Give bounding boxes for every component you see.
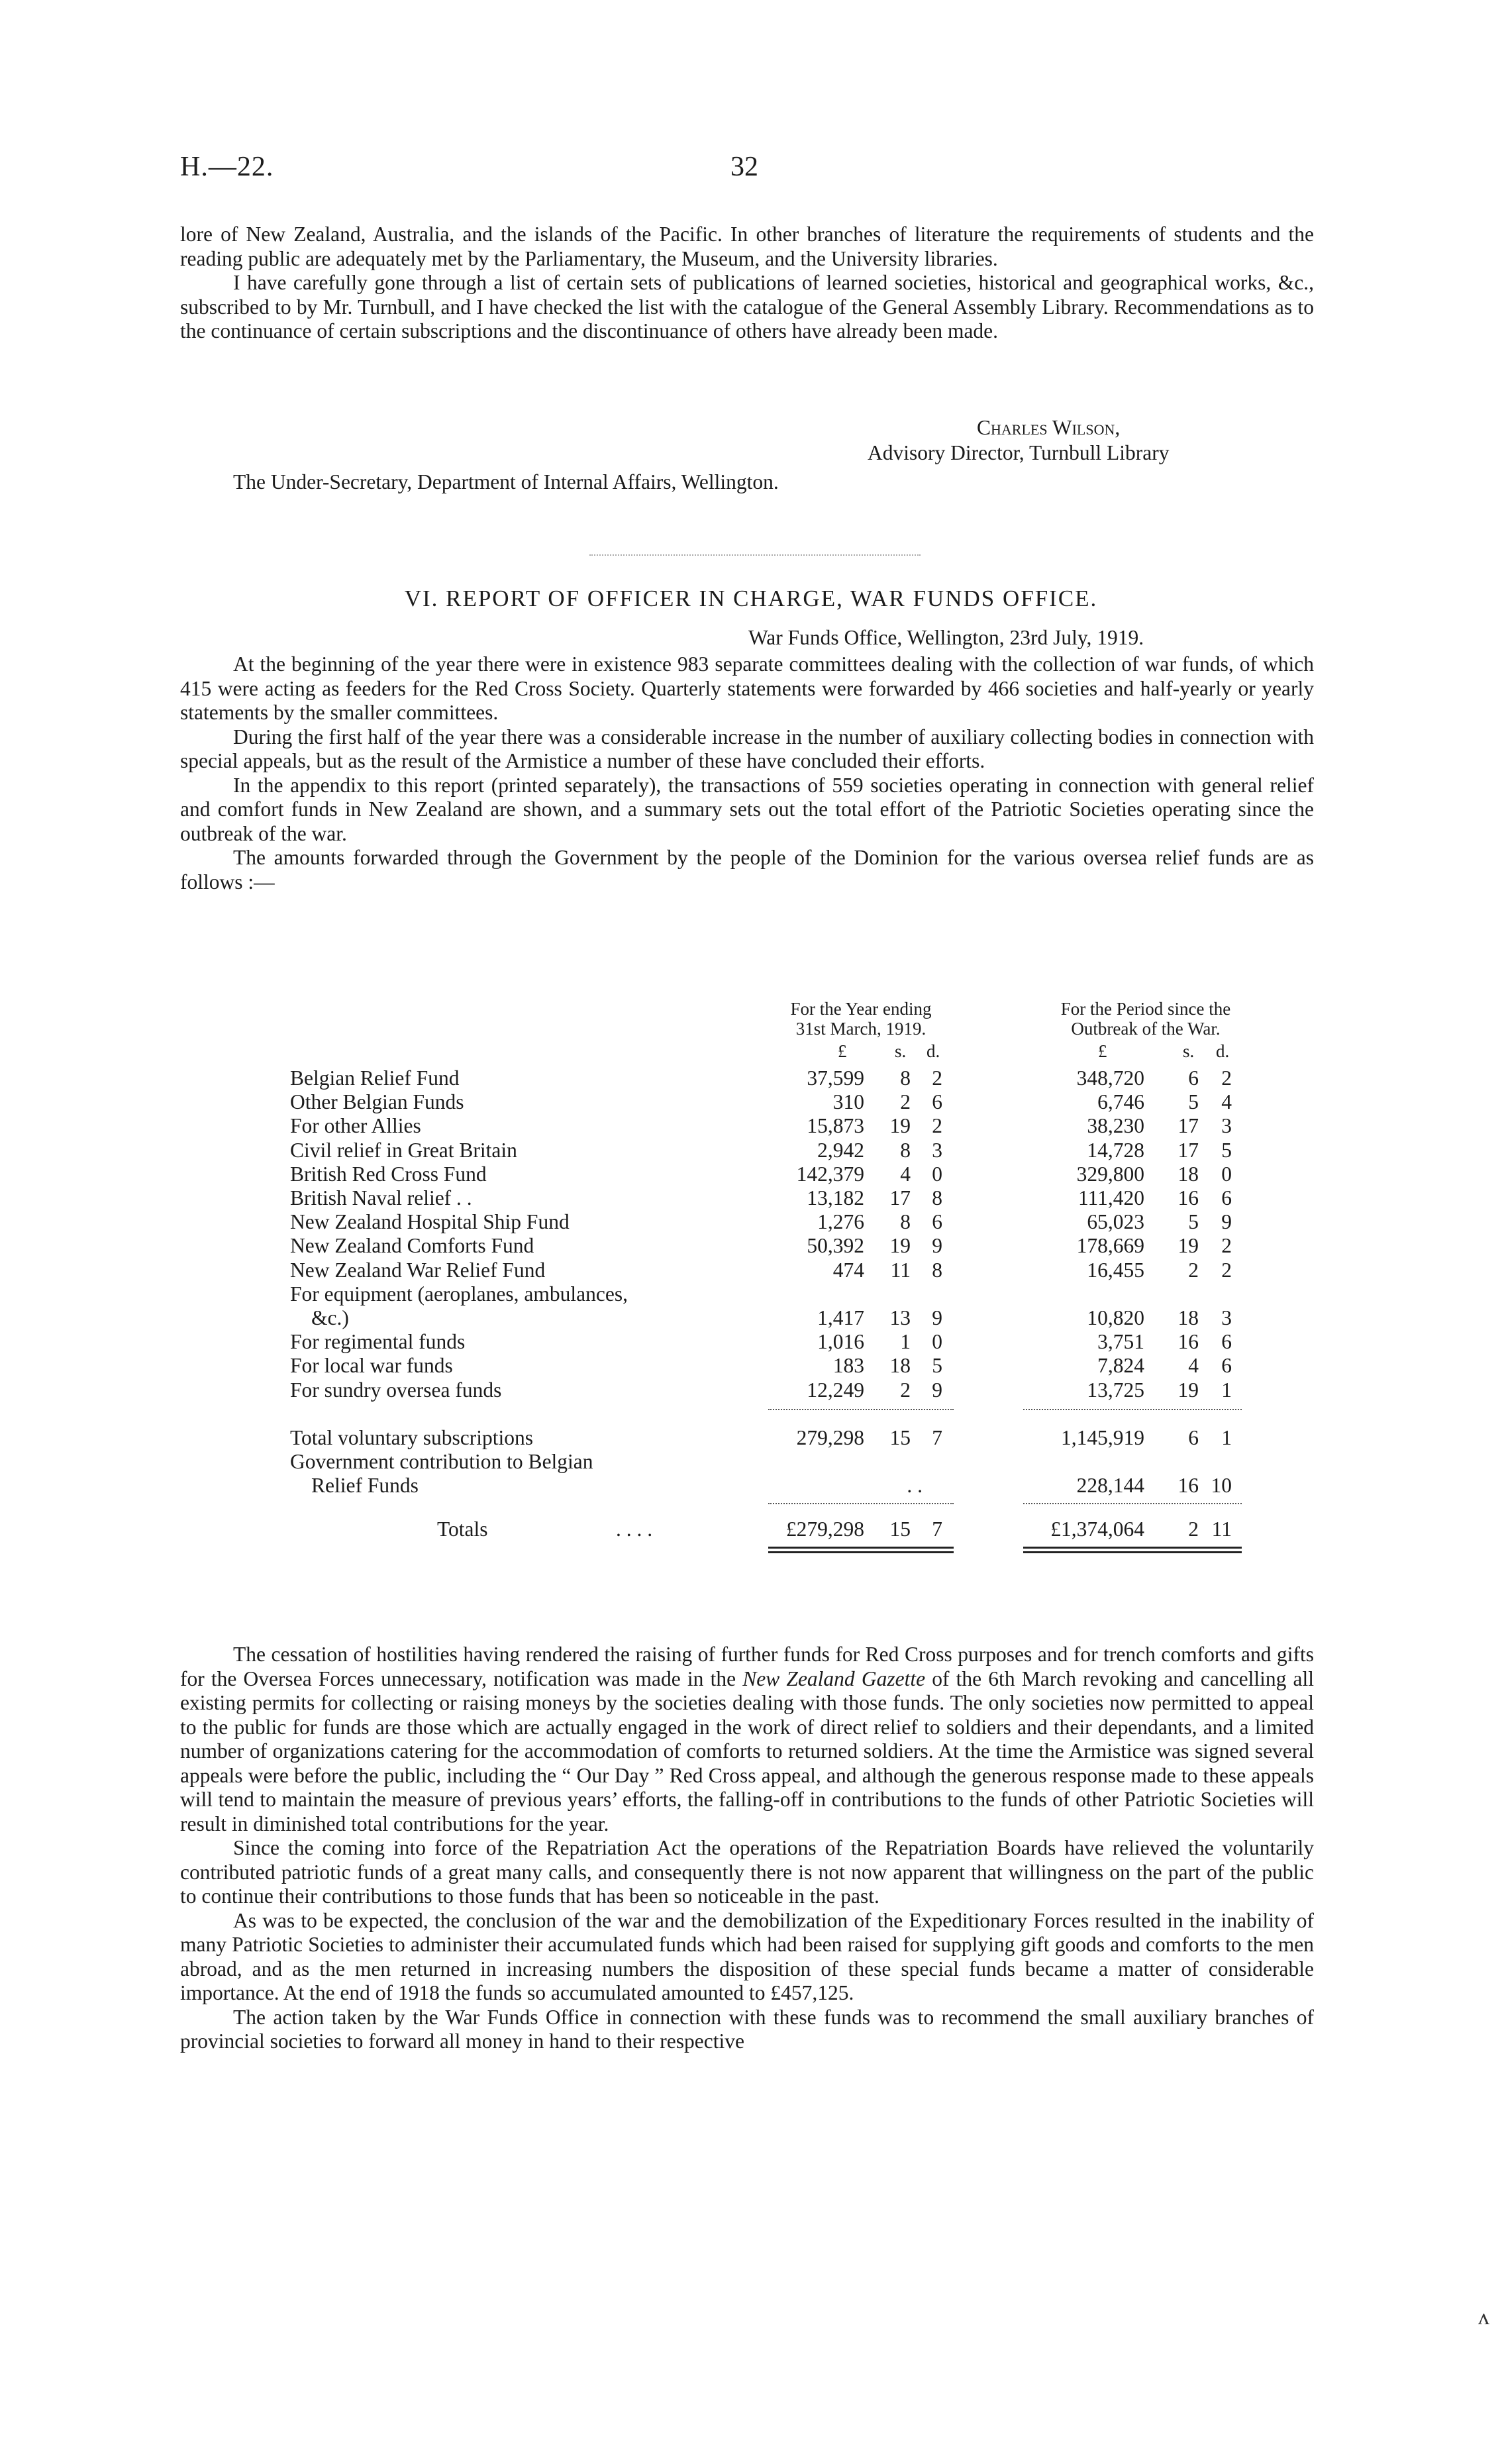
amount-year-shillings: 8 [900,1138,911,1162]
amount-period-pounds: £1,374,064 [1050,1517,1144,1541]
amount-year-pounds: 474 [832,1258,864,1282]
row-label: For other Allies [290,1114,421,1138]
total-double-rule [768,1547,954,1549]
amount-year-pounds: £279,298 [785,1517,864,1541]
body-paragraph-2: During the first half of the year there was a considerable increase in the number of auxiliary collecting bodies in connection with special appeals, but as the result of the Armistice a number of these have concluded their efforts. [180,725,1314,772]
leader-dots: . . . . [616,1517,653,1541]
signature-name: Charles Wilson, [977,416,1121,439]
intro-paragraph-1: lore of New Zealand, Australia, and the islands of the Pacific. In other branches of literature the requirements of students and the reading public are adequately met by the Parliamentary, the Museum, and the University libraries. [180,223,1314,270]
body-paragraph-6: Since the coming into force of the Repatriation Act the operations of the Repatriation Boards have relieved the voluntarily contributed patriotic funds of a great many calls, and consequently there is not now apparent that willingness on the part of the public to continue their contributions to those funds that has been so noticeable in the past. [180,1836,1314,1908]
amount-period-shillings: 17 [1177,1138,1199,1162]
amount-period-pounds: 14,728 [1087,1138,1144,1162]
amount-year-pounds: . . [907,1474,923,1498]
amount-period-shillings: 19 [1177,1234,1199,1258]
subtotal-rule [1023,1409,1242,1410]
amount-year-pence: 2 [932,1114,942,1138]
amount-year-pounds: 310 [832,1090,864,1114]
amount-year-shillings: 13 [889,1306,911,1329]
amount-year-shillings: 19 [889,1234,911,1258]
amount-year-pence: 9 [932,1306,942,1329]
amount-period-shillings: 18 [1177,1162,1199,1186]
amount-period-pence: 0 [1221,1162,1232,1186]
amount-year-pounds: 12,249 [807,1378,864,1402]
margin-mark: ʌ [1478,2305,1489,2330]
amount-period-pence: 3 [1221,1114,1232,1138]
amount-period-pounds: 178,669 [1076,1234,1144,1258]
amount-period-shillings: 17 [1177,1114,1199,1138]
amount-year-shillings: 15 [889,1517,911,1541]
amount-year-pence: 8 [932,1258,942,1282]
amount-year-shillings: 1 [900,1330,911,1354]
col-period-header-line2: Outbreak of the War. [1071,1019,1221,1039]
total-voluntary-label: Total voluntary subscriptions [290,1425,534,1449]
body-paragraph-4: The amounts forwarded through the Government by the people of the Dominion for the various oversea relief funds are as follows :— [180,846,1314,894]
amount-year-pounds: 183 [832,1354,864,1378]
amount-period-pounds: 65,023 [1087,1210,1144,1234]
unit-pence: d. [1216,1041,1230,1061]
amount-year-shillings: 11 [890,1258,911,1282]
total-double-rule [1023,1551,1242,1553]
row-label: New Zealand War Relief Fund [290,1258,546,1282]
col-year-header-line2: 31st March, 1919. [795,1019,926,1039]
amount-period-pence: 11 [1211,1517,1232,1541]
unit-shillings: s. [895,1041,907,1061]
col-period-header [1007,999,1285,1039]
amount-year-pounds: 13,182 [807,1186,864,1209]
amount-year-pence: 9 [932,1378,942,1402]
govt-contribution-label-continued: Relief Funds [311,1474,419,1498]
amount-period-pounds: 38,230 [1087,1114,1144,1138]
amount-year-pounds: 1,276 [817,1210,864,1234]
amount-year-shillings: 18 [889,1354,911,1378]
amount-year-shillings: 8 [900,1210,911,1234]
totals-label: Totals [437,1517,488,1541]
amount-year-shillings: 4 [900,1162,911,1186]
body-paragraph-5-a: The cessation of hostilities having rendered the raising of further funds for Red Cross purposes and for trench comforts and gifts for the Oversea Forces unnecessary, notification was made in the [180,1643,1314,1690]
amount-period-pence: 6 [1221,1186,1232,1209]
amount-period-pence: 6 [1221,1330,1232,1354]
subtotal-rule [768,1409,954,1410]
amount-year-pence: 7 [932,1425,942,1449]
amount-period-pounds: 16,455 [1087,1258,1144,1282]
amount-period-shillings: 4 [1188,1354,1199,1378]
gazette-title: New Zealand Gazette [742,1667,926,1690]
body-paragraph-7: As was to be expected, the conclusion of the war and the demobilization of the Expeditionary Forces resulted in the inability of many Patriotic Societies to administer their accumulated funds which had been raised for supplying gift goods and comforts to the men abroad, and as the men returned in increasing numbers the disposition of these special funds became a matter of considerable importance. At the end of 1918 the funds so accumulated amounted to £457,125. [180,1908,1314,2004]
amount-year-shillings: 2 [900,1378,911,1402]
amount-period-shillings: 16 [1177,1474,1199,1498]
amount-period-pence: 10 [1211,1474,1232,1498]
body-paragraph-3: In the appendix to this report (printed separately), the transactions of 559 societies operating in connection with general relief and comfort funds in New Zealand are shown, and a summary sets out the total effort of the Patriotic Societies operating since the outbreak of the war. [180,773,1314,845]
amount-period-shillings: 16 [1177,1330,1199,1354]
row-label: New Zealand Hospital Ship Fund [290,1210,570,1234]
amount-period-pence: 2 [1221,1258,1232,1282]
unit-pence: d. [926,1041,940,1061]
row-label: British Red Cross Fund [290,1162,487,1186]
col-year-header-line1: For the Year ending [790,999,932,1019]
total-double-rule [1023,1547,1242,1549]
body-paragraph-5-b: of the 6th March revoking and cancelling all existing permits for collecting or raising moneys by the societies dealing with those funds. The only societies now permitted to appeal to the public for funds are those which are actually engaged in the work of direct relief to soldiers and their dependants, and a limited number of organizations catering for the accommodation of comforts to returned soldiers. At the time the Armistice was signed several appeals were before the public, including the “ Our Day ” Red Cross appeal, and although the generous response made to these appeals will tend to maintain the measure of previous years’ efforts, the falling-off in contributions to the funds of other Patriotic Societies will result in diminished total contributions for the year. [180,1667,1314,1835]
row-label: Other Belgian Funds [290,1090,464,1114]
amount-year-shillings: 2 [900,1090,911,1114]
amount-year-pence: 0 [932,1330,942,1354]
page-reference: H.—22. [180,152,274,182]
amount-period-pounds: 228,144 [1076,1474,1144,1498]
body-paragraph-5 [180,1643,1314,1836]
amount-year-pounds: 1,417 [817,1306,864,1329]
amount-period-shillings: 16 [1177,1186,1199,1209]
amount-year-pence: 7 [932,1517,942,1541]
section-divider [589,554,921,556]
row-label: For local war funds [290,1354,453,1378]
amount-period-pounds: 348,720 [1076,1066,1144,1090]
row-label-continued: &c.) [311,1306,349,1329]
amount-period-shillings: 2 [1188,1517,1199,1541]
total-double-rule [768,1551,954,1553]
unit-pounds: £ [838,1041,847,1061]
amount-year-pounds: 15,873 [807,1114,864,1138]
amount-period-shillings: 19 [1177,1378,1199,1402]
report-body-intro [180,652,1314,894]
amount-year-pounds: 142,379 [796,1162,864,1186]
body-paragraph-1: At the beginning of the year there were in existence 983 separate committees dealing with the collection of war funds, of which 415 were acting as feeders for the Red Cross Society. Quarterly statements were forwarded by 466 societies and half-yearly or yearly statements by the smaller committees. [180,652,1314,724]
row-label: For sundry oversea funds [290,1378,502,1402]
amount-period-pounds: 111,420 [1077,1186,1144,1209]
amount-period-pounds: 3,751 [1097,1330,1144,1354]
amount-year-pence: 8 [932,1186,942,1209]
amount-year-pounds: 279,298 [796,1425,864,1449]
amount-year-pence: 9 [932,1234,942,1258]
unit-pounds: £ [1098,1041,1107,1061]
amount-period-shillings: 18 [1177,1306,1199,1329]
amount-period-pence: 5 [1221,1138,1232,1162]
row-label: Belgian Relief Fund [290,1066,460,1090]
report-title: VI. REPORT OF OFFICER IN CHARGE, WAR FUNDS OFFICE. [404,586,1098,611]
amount-period-pounds: 7,824 [1097,1354,1144,1378]
amount-period-pence: 4 [1221,1090,1232,1114]
amount-year-pence: 5 [932,1354,942,1378]
signature-title: Advisory Director, Turnbull Library [868,441,1170,464]
amount-period-shillings: 2 [1188,1258,1199,1282]
amount-year-shillings: 8 [900,1066,911,1090]
amount-year-pounds: 50,392 [807,1234,864,1258]
amount-year-pence: 6 [932,1210,942,1234]
amount-period-pence: 9 [1221,1210,1232,1234]
row-label: Civil relief in Great Britain [290,1138,517,1162]
row-label: For regimental funds [290,1330,466,1354]
col-period-header-line1: For the Period since the [1060,999,1231,1019]
intro-section [180,223,1314,344]
amount-period-pence: 1 [1221,1378,1232,1402]
amount-period-pounds: 1,145,919 [1061,1425,1144,1449]
subtotal-rule [1023,1503,1242,1504]
row-label: For equipment (aeroplanes, ambulances, [290,1282,628,1306]
col-year-header [748,999,974,1039]
amount-year-pence: 6 [932,1090,942,1114]
body-paragraph-8: The action taken by the War Funds Office in connection with these funds was to recommend the small auxiliary branches of provincial societies to forward all money in hand to their respective [180,2005,1314,2053]
amount-year-pence: 2 [932,1066,942,1090]
report-body-continued [180,1643,1314,2054]
amount-year-pounds: 1,016 [817,1330,864,1354]
amount-period-shillings: 5 [1188,1090,1199,1114]
amount-year-shillings: 15 [889,1425,911,1449]
unit-shillings: s. [1183,1041,1195,1061]
amount-period-pounds: 10,820 [1087,1306,1144,1329]
amount-period-shillings: 6 [1188,1425,1199,1449]
amount-year-pounds: 37,599 [807,1066,864,1090]
amount-period-pounds: 329,800 [1076,1162,1144,1186]
amount-year-pence: 0 [932,1162,942,1186]
amount-year-pounds: 2,942 [817,1138,864,1162]
govt-contribution-label: Government contribution to Belgian [290,1450,593,1473]
amount-period-pence: 6 [1221,1354,1232,1378]
addressee-line: The Under-Secretary, Department of Internal Affairs, Wellington. [233,470,779,493]
amount-period-pence: 2 [1221,1066,1232,1090]
amount-period-shillings: 6 [1188,1066,1199,1090]
amount-period-pounds: 13,725 [1087,1378,1144,1402]
amount-period-pence: 2 [1221,1234,1232,1258]
amount-year-pence: 3 [932,1138,942,1162]
amount-year-shillings: 19 [889,1114,911,1138]
amount-period-pounds: 6,746 [1097,1090,1144,1114]
row-label: New Zealand Comforts Fund [290,1234,534,1258]
amount-year-shillings: 17 [889,1186,911,1209]
subtotal-rule [768,1503,954,1504]
page-number: 32 [730,152,758,182]
row-label: British Naval relief . . [290,1186,472,1209]
amount-period-pence: 1 [1221,1425,1232,1449]
amount-period-pence: 3 [1221,1306,1232,1329]
report-dateline: War Funds Office, Wellington, 23rd July, 1919. [748,626,1144,649]
amount-period-shillings: 5 [1188,1210,1199,1234]
intro-paragraph-2: I have carefully gone through a list of certain sets of publications of learned societies, historical and geographical works, &c., subscribed to by Mr. Turnbull, and I have checked the list with the catalogue of the General Assembly Library. Recommendations as to the continuance of certain subscriptions and the discontinuance of others have already been made. [180,271,1314,342]
